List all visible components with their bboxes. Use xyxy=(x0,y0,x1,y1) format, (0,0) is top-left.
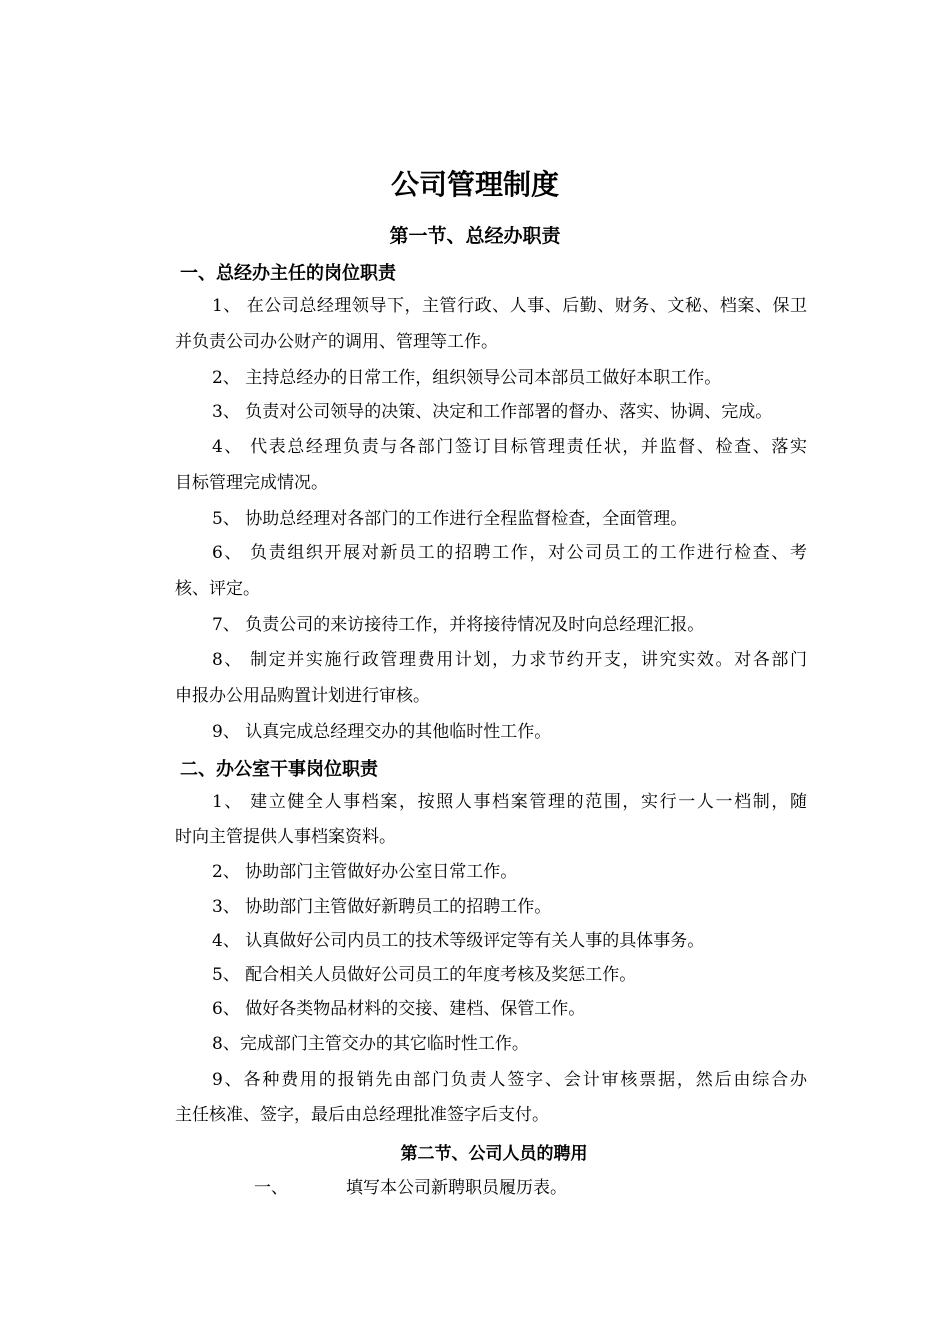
list-item-line: 8、 制定并实施行政管理费用计划，力求节约开支，讲究实效。对各部门 xyxy=(212,650,807,670)
list-item-line: 4、 认真做好公司内员工的技术等级评定等有关人事的具体事务。 xyxy=(212,931,705,951)
list-item-line: 5、 配合相关人员做好公司员工的年度考核及奖惩工作。 xyxy=(212,965,637,985)
list-item-line: 1、 建立健全人事档案，按照人事档案管理的范围，实行一人一档制，随 xyxy=(212,792,807,812)
list-item-line: 时向主管提供人事档案资料。 xyxy=(175,827,396,847)
list-item-line: 1、 在公司总经理领导下，主管行政、人事、后勤、财务、文秘、档案、保卫 xyxy=(212,296,807,316)
list-item-line: 申报办公用品购置计划进行审核。 xyxy=(175,686,430,706)
last-item-number: 一、 xyxy=(254,1178,288,1198)
subheading-2: 二、办公室干事岗位职责 xyxy=(180,759,378,780)
section-heading-2: 第二节、公司人员的聘用 xyxy=(400,1144,588,1164)
list-item-line: 8、完成部门主管交办的其它临时性工作。 xyxy=(212,1034,529,1054)
list-item-line: 3、 负责对公司领导的决策、决定和工作部署的督办、落实、协调、完成。 xyxy=(212,402,773,422)
list-item-line: 5、 协助总经理对各部门的工作进行全程监督检查，全面管理。 xyxy=(212,509,688,529)
last-item xyxy=(254,1173,567,1198)
page-title: 公司管理制度 xyxy=(390,168,559,201)
subheading-1: 一、总经办主任的岗位职责 xyxy=(180,263,396,284)
list-item-line: 目标管理完成情况。 xyxy=(175,473,328,493)
list-item-line: 9、各种费用的报销先由部门负责人签字、会计审核票据，然后由综合办 xyxy=(212,1070,807,1090)
list-item-line: 核、评定。 xyxy=(175,579,260,599)
list-item-line: 2、 主持总经办的日常工作，组织领导公司本部员工做好本职工作。 xyxy=(212,368,722,388)
last-item-text: 填写本公司新聘职员履历表。 xyxy=(346,1178,567,1198)
list-item-line: 2、 协助部门主管做好办公室日常工作。 xyxy=(212,862,518,882)
list-item-line: 7、 负责公司的来访接待工作，并将接待情况及时向总经理汇报。 xyxy=(212,615,705,635)
list-item-line: 主任核准、签字，最后由总经理批准签字后支付。 xyxy=(175,1105,549,1125)
list-item-line: 4、 代表总经理负责与各部门签订目标管理责任状，并监督、检查、落实 xyxy=(212,437,807,457)
list-item-line: 并负责公司办公财产的调用、管理等工作。 xyxy=(175,332,498,352)
section-heading-1: 第一节、总经办职责 xyxy=(389,225,561,247)
list-item-line: 6、 做好各类物品材料的交接、建档、保管工作。 xyxy=(212,999,586,1019)
list-item-line: 3、 协助部门主管做好新聘员工的招聘工作。 xyxy=(212,897,552,917)
list-item-line: 9、 认真完成总经理交办的其他临时性工作。 xyxy=(212,722,552,742)
list-item-line: 6、 负责组织开展对新员工的招聘工作，对公司员工的工作进行检查、考 xyxy=(212,543,807,563)
